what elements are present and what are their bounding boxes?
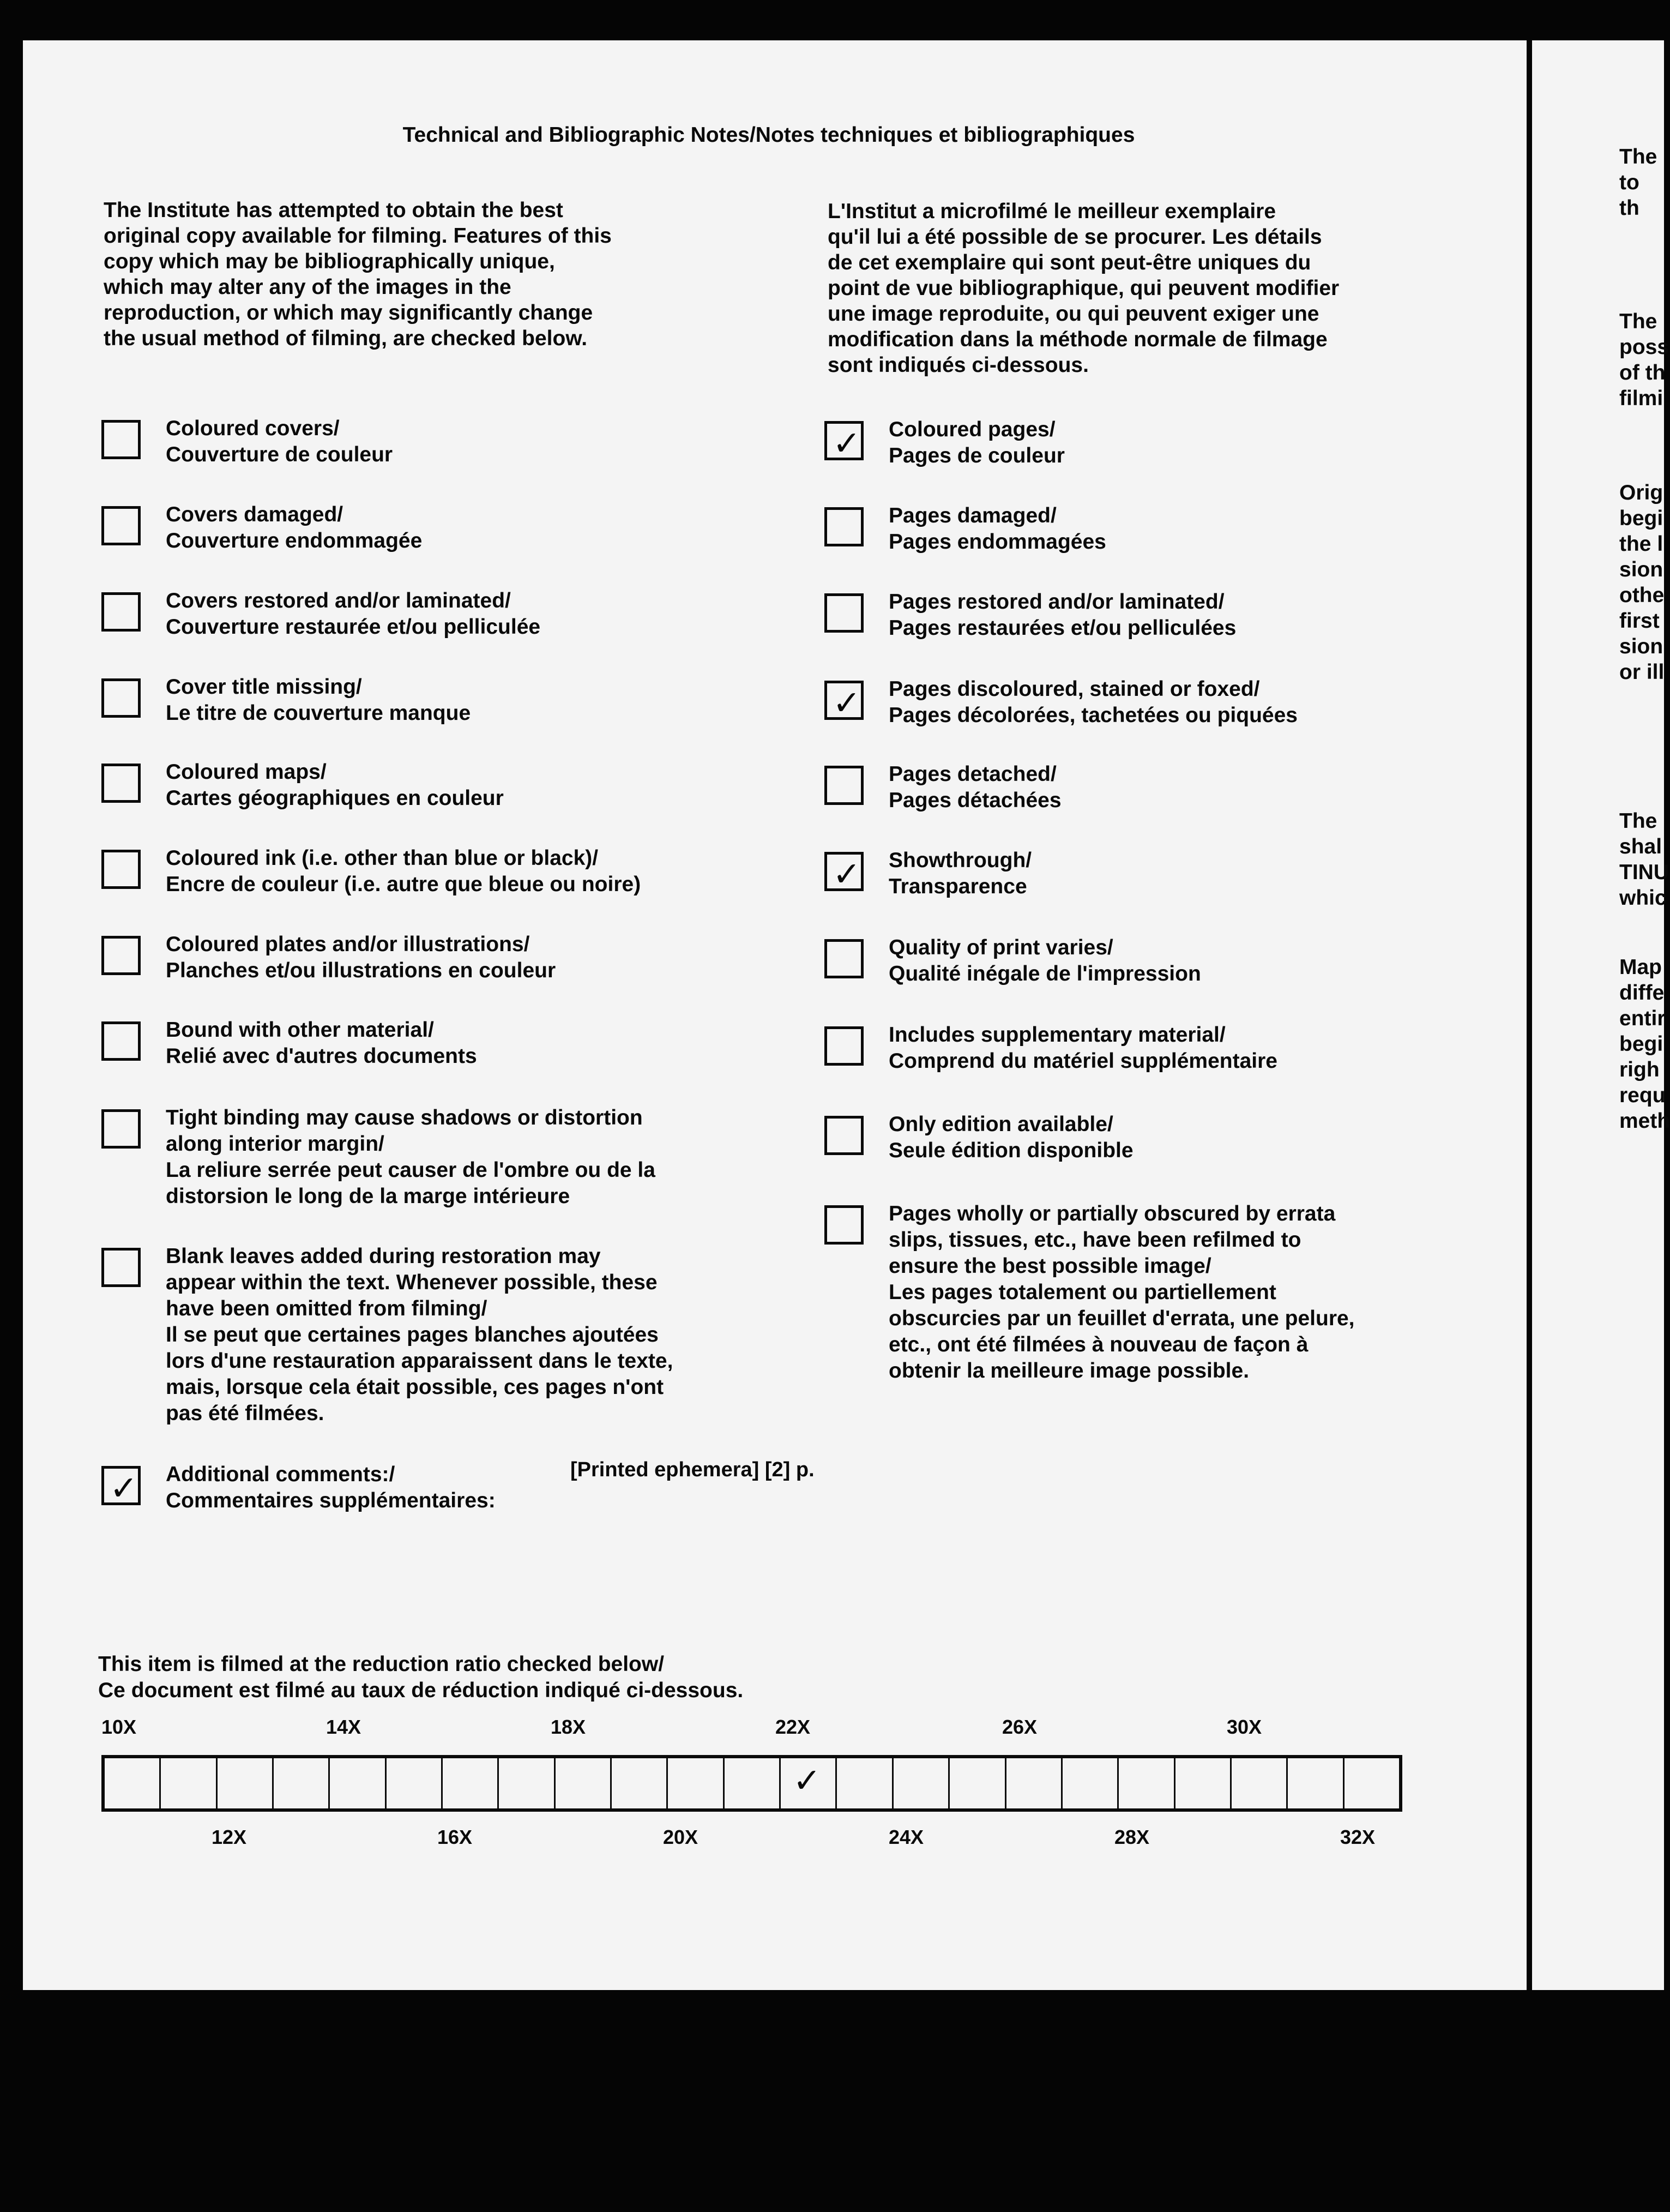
checkbox-label: Coloured pages/ Pages de couleur: [889, 418, 1065, 467]
checkbox-label: Pages wholly or partially obscured by errata slips, tissues, etc., have been refilmed to ensure the best possible image/ Les pages totalement ou partiellement obscurcies par un feuillet d'errata, une pelure, etc., ont été filmées à nouveau de façon à obtenir la meilleure image possible.: [889, 1202, 1355, 1382]
checkbox[interactable]: [824, 1116, 864, 1155]
ratio-cell[interactable]: [725, 1758, 781, 1808]
checkbox[interactable]: [101, 678, 141, 718]
checkbox-label: Blank leaves added during restoration may appear within the text. Whenever possible, these have been omitted from filming/ Il se peut que certaines pages blanches ajoutées lors d'une restauration apparaissent dans le texte, mais, lorsque cela était possible, ces pages n'ont pas été filmées.: [166, 1245, 673, 1425]
scale-label-bottom: 12X: [211, 1826, 247, 1848]
ratio-cell[interactable]: [668, 1758, 724, 1808]
checkbox-label: Coloured covers/ Couverture de couleur: [166, 417, 393, 466]
checkbox[interactable]: [101, 420, 141, 459]
ratio-cell[interactable]: [443, 1758, 499, 1808]
checkbox-label: Additional comments:/ Commentaires supplémentaires:: [166, 1463, 496, 1512]
intro-english: The Institute has attempted to obtain the best original copy available for filming. Features of this copy which may be bibliographically unique, which may alter any of the images in the reproduction, or which may significantly change the usual method of filming, are checked below.: [104, 199, 612, 350]
checkbox[interactable]: [824, 1026, 864, 1066]
reduction-ratio-text: This item is filmed at the reduction ratio checked below/ Ce document est filmé au taux de réduction indiqué ci-dessous.: [98, 1652, 744, 1702]
edge-text-fragment: The poss of th filmi: [1619, 310, 1669, 410]
ratio-cell[interactable]: [837, 1758, 893, 1808]
ratio-cell[interactable]: [1345, 1758, 1399, 1808]
intro-french: L'Institut a microfilmé le meilleur exemplaire qu'il lui a été possible de se procurer. Les détails de cet exemplaire qui sont peut-être uniques du point de vue bibliographique, qui peuvent modifier une image reproduite, ou qui peuvent exiger une modification dans la méthode normale de filmage sont indiqués ci-dessous.: [828, 200, 1340, 377]
checkbox[interactable]: [824, 766, 864, 805]
ratio-cell[interactable]: [161, 1758, 217, 1808]
edge-text-fragment: The shal TINU whic: [1619, 809, 1669, 910]
check-mark-icon: ✓: [833, 854, 861, 894]
checkbox[interactable]: [824, 939, 864, 978]
checkbox-label: Coloured maps/ Cartes géographiques en couleur: [166, 760, 504, 810]
checkbox[interactable]: [824, 593, 864, 633]
ratio-cell[interactable]: [1006, 1758, 1063, 1808]
ratio-cell[interactable]: [387, 1758, 443, 1808]
ratio-cell[interactable]: [612, 1758, 668, 1808]
scale-label-top: 10X: [101, 1716, 137, 1738]
reduction-ratio-grid: [101, 1755, 1402, 1812]
scale-label-top: 14X: [325, 1716, 361, 1738]
additional-comments-value: [Printed ephemera] [2] p.: [570, 1458, 815, 1481]
checkbox-label: Covers restored and/or laminated/ Couverture restaurée et/ou pelliculée: [166, 589, 541, 639]
checkbox[interactable]: [824, 852, 864, 894]
checkbox-label: Includes supplementary material/ Comprend du matériel supplémentaire: [889, 1023, 1277, 1073]
checkbox-label: Bound with other material/ Relié avec d'autres documents: [166, 1018, 477, 1068]
scale-label-bottom: 28X: [1114, 1826, 1150, 1848]
scale-label-top: 22X: [775, 1716, 811, 1738]
checkbox[interactable]: [824, 1205, 864, 1245]
checkbox-label: Coloured ink (i.e. other than blue or black)/ Encre de couleur (i.e. autre que bleue ou noire): [166, 846, 641, 896]
checkbox[interactable]: [824, 507, 864, 546]
checkbox-label: Pages detached/ Pages détachées: [889, 762, 1062, 812]
checkbox[interactable]: [101, 506, 141, 545]
check-mark-icon: ✓: [793, 1760, 822, 1800]
check-mark-icon: ✓: [110, 1468, 138, 1508]
checkbox[interactable]: [101, 764, 141, 803]
checkbox-label: Quality of print varies/ Qualité inégale de l'impression: [889, 936, 1201, 985]
ratio-cell[interactable]: [499, 1758, 555, 1808]
edge-text-fragment: Orig begi the l sion othe first sion or ill: [1619, 481, 1665, 684]
ratio-cell[interactable]: [1063, 1758, 1119, 1808]
ratio-cell[interactable]: [1232, 1758, 1288, 1808]
checkbox-label: Pages damaged/ Pages endommagées: [889, 504, 1106, 554]
scale-label-top: 26X: [1002, 1716, 1038, 1738]
checkbox-label: Cover title missing/ Le titre de couverture manque: [166, 675, 471, 725]
ratio-cell[interactable]: [950, 1758, 1006, 1808]
scale-label-bottom: 24X: [888, 1826, 924, 1848]
checkbox[interactable]: [101, 1248, 141, 1287]
scale-label-bottom: 32X: [1340, 1826, 1376, 1848]
ratio-cell[interactable]: [781, 1758, 837, 1808]
checkbox[interactable]: [101, 850, 141, 889]
edge-text-fragment: The to th: [1619, 145, 1657, 220]
checkbox-label: Pages discoloured, stained or foxed/ Pages décolorées, tachetées ou piquées: [889, 677, 1298, 727]
ratio-cell[interactable]: [105, 1758, 161, 1808]
checkbox-label: Covers damaged/ Couverture endommagée: [166, 503, 423, 552]
ratio-cell[interactable]: [218, 1758, 274, 1808]
checkbox-label: Pages restored and/or laminated/ Pages restaurées et/ou pelliculées: [889, 590, 1237, 640]
check-mark-icon: ✓: [833, 683, 861, 723]
ratio-cell[interactable]: [1119, 1758, 1175, 1808]
checkbox-label: Coloured plates and/or illustrations/ Planches et/ou illustrations en couleur: [166, 933, 556, 982]
ratio-cell[interactable]: [894, 1758, 950, 1808]
checkbox-label: Only edition available/ Seule édition disponible: [889, 1113, 1134, 1162]
ratio-cell[interactable]: [274, 1758, 330, 1808]
scale-label-top: 18X: [550, 1716, 586, 1738]
ratio-cell[interactable]: [330, 1758, 386, 1808]
checkbox[interactable]: [101, 1021, 141, 1061]
scale-label-bottom: 16X: [437, 1826, 473, 1848]
checkbox[interactable]: [101, 592, 141, 632]
checkbox-label: Showthrough/ Transparence: [889, 849, 1032, 898]
scale-label-top: 30X: [1226, 1716, 1262, 1738]
page-title: Technical and Bibliographic Notes/Notes techniques et bibliographiques: [402, 123, 1135, 147]
ratio-cell[interactable]: [556, 1758, 612, 1808]
check-mark-icon: ✓: [833, 423, 861, 463]
ratio-cell[interactable]: [1175, 1758, 1232, 1808]
checkbox[interactable]: [824, 681, 864, 723]
scale-label-bottom: 20X: [662, 1826, 698, 1848]
checkbox[interactable]: [101, 1109, 141, 1149]
checkbox[interactable]: [101, 936, 141, 975]
edge-text-fragment: Map diffe entir begi righ requ meth: [1619, 955, 1670, 1133]
checkbox[interactable]: [824, 421, 864, 463]
checkbox[interactable]: [101, 1466, 141, 1508]
checkbox-label: Tight binding may cause shadows or distortion along interior margin/ La reliure serrée peut causer de l'ombre ou de la distorsion le long de la marge intérieure: [166, 1106, 655, 1208]
ratio-cell[interactable]: [1288, 1758, 1344, 1808]
